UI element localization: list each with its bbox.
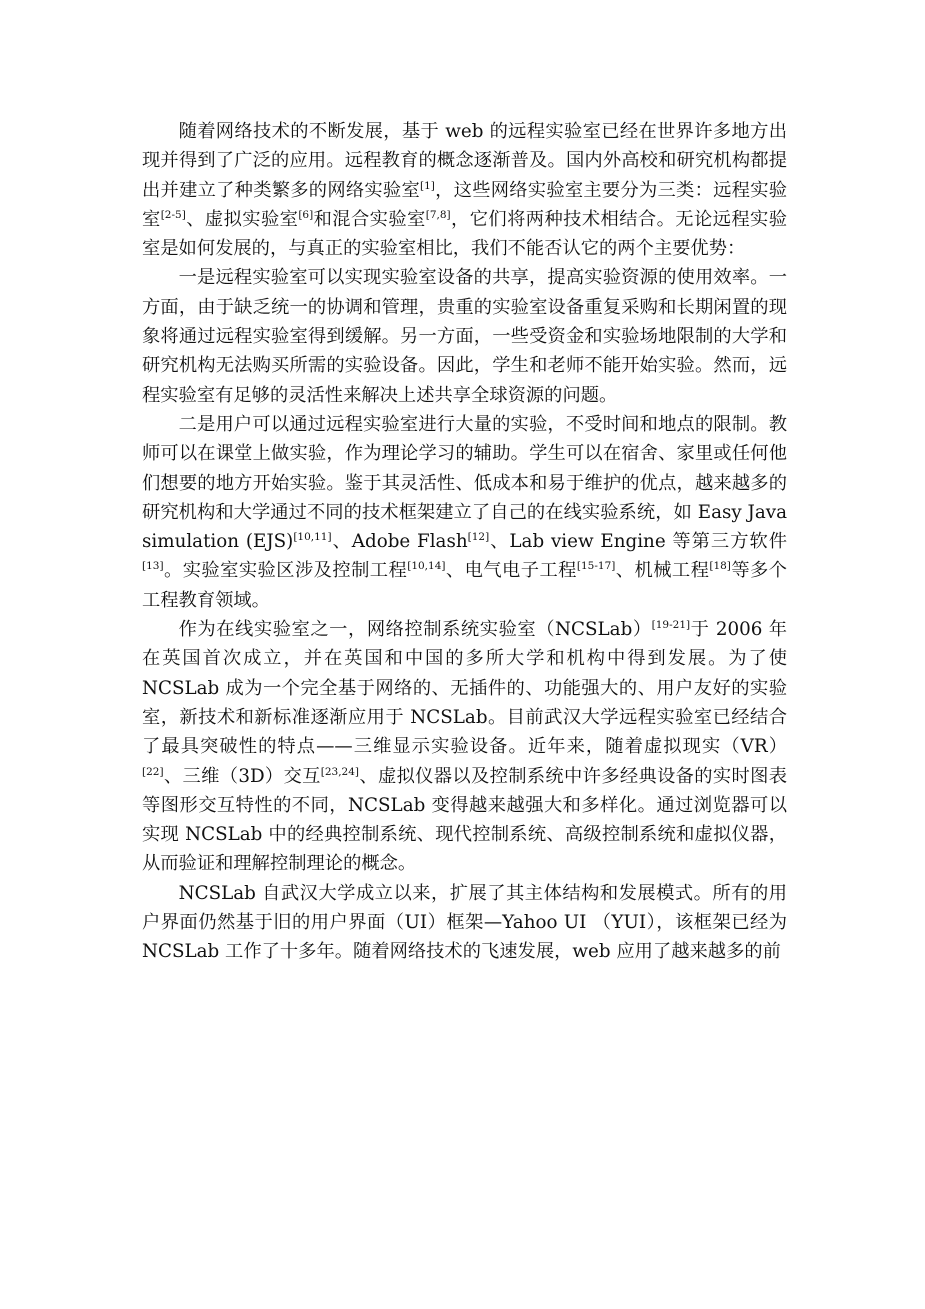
paragraph	[142, 117, 787, 263]
citation-marker: [18]	[709, 560, 731, 573]
paragraph-text: ，它们将两种技术相结合。无论远程实验室是如何发展的，与真正的实验室相比，我们不能否认它的两个主要优势：	[142, 208, 788, 260]
citation-marker: [23,24]	[320, 765, 360, 778]
paragraph	[142, 615, 787, 879]
citation-marker: [2-5]	[160, 208, 186, 221]
paragraph-text: 一是远程实验室可以实现实验室设备的共享，提高实验资源的使用效率。一方面，由于缺乏统一的协调和管理，贵重的实验室设备重复采购和长期闲置的现象将通过远程实验室得到缓解。另一方面，一些受资金和实验场地限制的大学和研究机构无法购买所需的实验设备。因此，学生和老师不能开始实验。然而，远程实验室有足够的灵活性来解决上述共享全球资源的问题。	[142, 267, 787, 406]
paragraph-text: 于 2006 年在英国首次成立，并在英国和中国的多所大学和机构中得到发展。为了使 NCSLab 成为一个完全基于网络的、无插件的、功能强大的、用户友好的实验室，新技术和新标准逐渐应用于 NCSLab。目前武汉大学远程实验室已经结合了最具突破性的特点——三维显示实验设备。近年来，随着虚拟现实（VR）	[142, 619, 787, 758]
citation-marker: [12]	[467, 531, 490, 544]
paragraph	[142, 879, 787, 967]
paragraph-text: 、三维（3D）交互	[163, 765, 321, 787]
paragraph-text: 作为在线实验室之一，网络控制系统实验室（NCSLab）	[178, 619, 652, 641]
paragraph-text: 、Lab view Engine 等第三方软件	[489, 531, 787, 553]
paragraph-text: 、电气电子工程	[445, 560, 577, 582]
citation-marker: [7,8]	[425, 208, 451, 221]
citation-marker: [15-17]	[576, 560, 616, 573]
citation-marker: [6]	[298, 208, 314, 221]
paragraph-text: 二是用户可以通过远程实验室进行大量的实验，不受时间和地点的限制。教师可以在课堂上做实验，作为理论学习的辅助。学生可以在宿舍、家里或任何他们想要的地方开始实验。鉴于其灵活性、低成本和易于维护的优点，越来越多的研究机构和大学通过不同的技术框架建立了自己的在线实验系统，如 Easy Java simulation (EJS)	[142, 413, 787, 553]
citation-marker: [13]	[142, 560, 164, 573]
body-text	[142, 117, 787, 967]
paragraph-text: 和混合实验室	[313, 208, 426, 230]
citation-marker: [1]	[420, 179, 435, 192]
citation-marker: [22]	[142, 765, 164, 778]
paragraph-text: 、虚拟实验室	[185, 208, 299, 230]
citation-marker: [19-21]	[651, 618, 691, 631]
paragraph-text: 。实验室实验区涉及控制工程	[163, 560, 408, 582]
paragraph-text: 、机械工程	[615, 560, 710, 582]
citation-marker: [10,11]	[293, 531, 332, 544]
paragraph-text: 随着网络技术的不断发展，基于 web 的远程实验室已经在世界许多地方出现并得到了广泛的应用。远程教育的概念逐渐普及。国内外高校和研究机构都提出并建立了种类繁多的网络实验室	[142, 121, 787, 201]
paragraph	[142, 410, 787, 615]
paragraph-text: 等多个工程教育领域。	[142, 560, 788, 611]
paragraph-text: 、Adobe Flash	[331, 531, 468, 553]
paragraph-text: 、虚拟仪器以及控制系统中许多经典设备的实时图表等图形交互特性的不同，NCSLab 变得越来越强大和多样化。通过浏览器可以实现 NCSLab 中的经典控制系统、现代控制系统、高级控制系统和虚拟仪器，从而验证和理解控制理论的概念。	[142, 765, 788, 875]
citation-marker: [10,14]	[407, 560, 446, 573]
paragraph-text: NCSLab 自武汉大学成立以来，扩展了其主体结构和发展模式。所有的用户界面仍然基于旧的用户界面（UI）框架—Yahoo UI （YUI），该框架已经为 NCSLab 工作了十多年。随着网络技术的飞速发展，web 应用了越来越多的前	[142, 882, 787, 963]
paragraph-text: ，这些网络实验室主要分为三类：远程实验室	[142, 179, 788, 230]
paragraph	[142, 263, 787, 409]
